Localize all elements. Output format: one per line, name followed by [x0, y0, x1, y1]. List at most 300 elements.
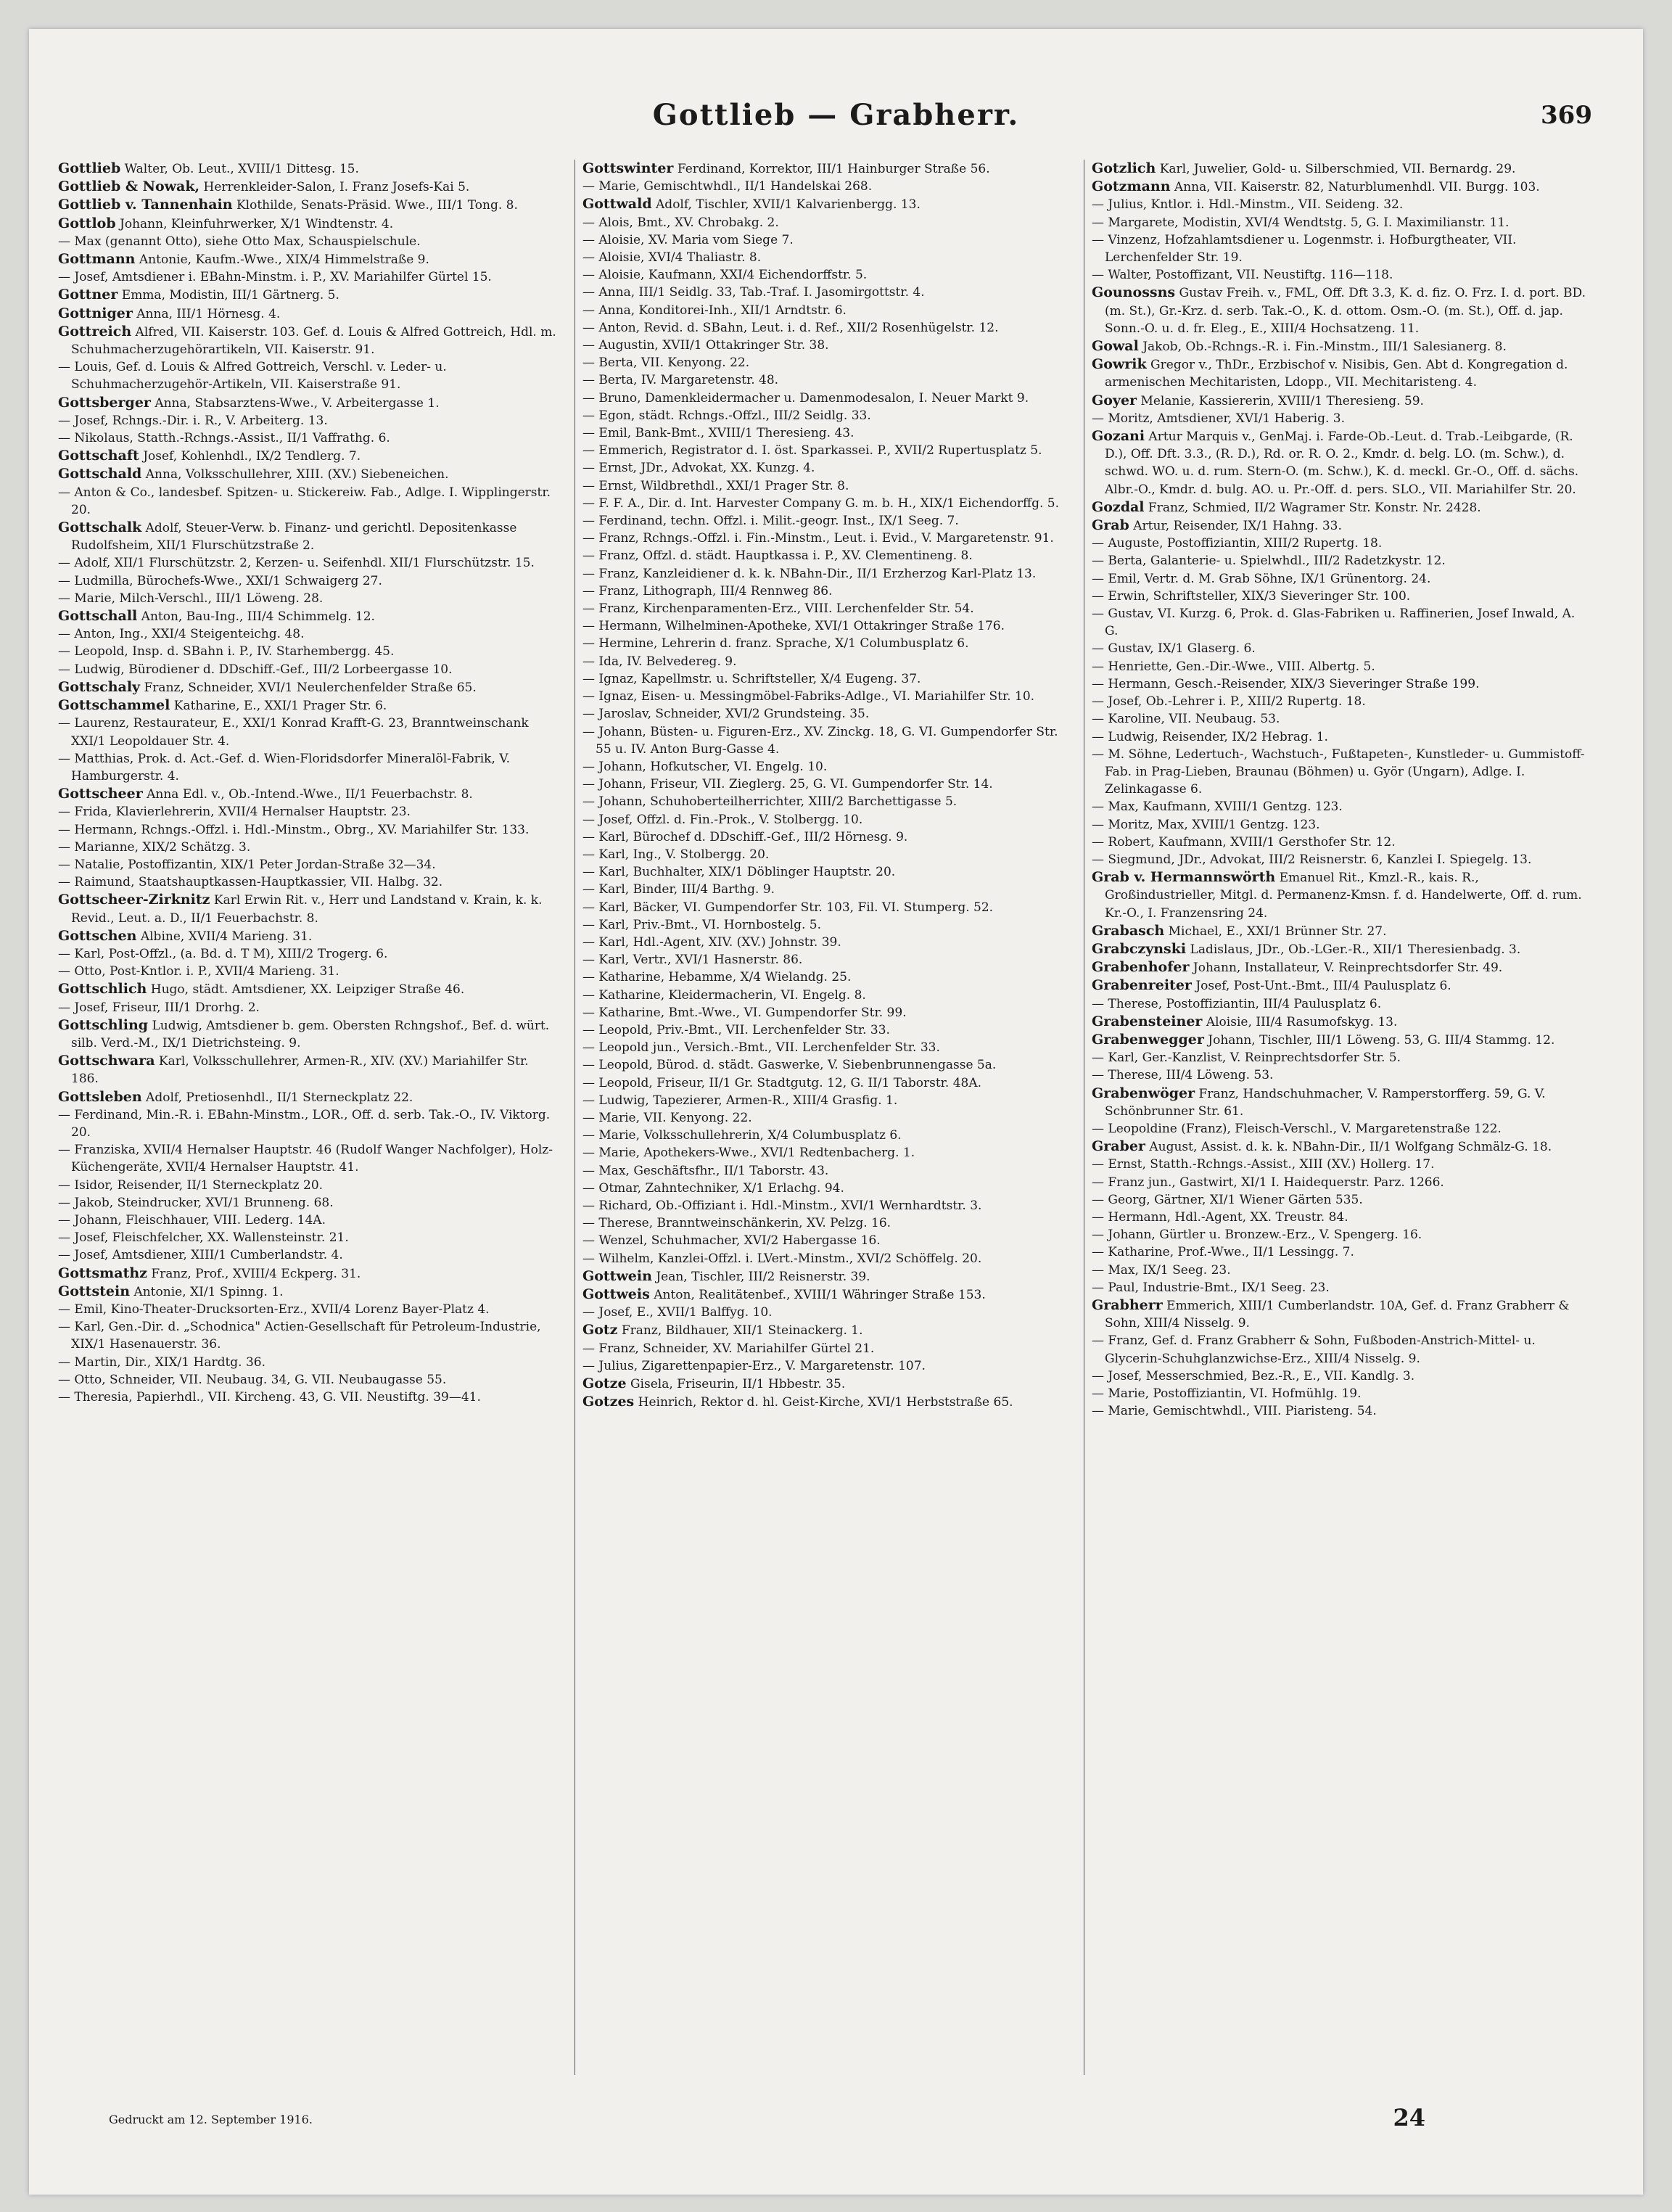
- entry-details: — Karl, Buchhalter, XIX/1 Döblinger Hauptstr. 20.: [582, 865, 896, 880]
- directory-entry: [582, 160, 1076, 178]
- sheet-number: 24: [1393, 2104, 1425, 2131]
- directory-entry: [58, 1318, 559, 1353]
- entry-details: Gregor v., ThDr., Erzbischof v. Nisibis, Gen. Abt d. Kongregation d. armenischen Mechitaristen, Ldopp., VII. Mechitaristeng. 4.: [1105, 358, 1568, 390]
- entry-details: — Max, IX/1 Seeg. 23.: [1092, 1262, 1231, 1278]
- directory-entry: [582, 178, 1076, 195]
- directory-entry: [58, 839, 559, 856]
- directory-entry: [58, 715, 559, 749]
- directory-entry: [582, 987, 1076, 1004]
- directory-entry: [1092, 1279, 1592, 1296]
- entry-details: — Wenzel, Schuhmacher, XVI/2 Habergasse 16.: [582, 1233, 881, 1249]
- directory-entry: [1092, 746, 1592, 799]
- directory-entry: [1092, 1262, 1592, 1279]
- entry-details: — Katharine, Bmt.-Wwe., VI. Gumpendorfer Str. 99.: [582, 1005, 907, 1020]
- entry-details: Ludwig, Amtsdiener b. gem. Obersten Rchngshof., Bef. d. würt. silb. Verd.-M., IX/1 Dietrichsteing. 9.: [71, 1018, 550, 1051]
- directory-entry: [582, 231, 1076, 249]
- entry-details: Anton, Realitätenbef., XVIII/1 Währinger Straße 153.: [649, 1288, 986, 1302]
- directory-entry: [582, 337, 1076, 354]
- entry-details: — Ignaz, Eisen- u. Messingmöbel-Fabriks-Adlge., VI. Mariahilfer Str. 10.: [582, 689, 1035, 704]
- directory-entry: [582, 705, 1076, 723]
- entry-details: Klothilde, Senats-Präsid. Wwe., III/1 Tong. 8.: [232, 198, 518, 213]
- entry-surname: Gottschling: [58, 1016, 149, 1033]
- entry-details: — Margarete, Modistin, XVI/4 Wendtstg. 5, G. I. Maximilianstr. 11.: [1092, 215, 1510, 230]
- directory-entry: [582, 407, 1076, 424]
- entry-details: — Anton, Ing., XXI/4 Steigenteichg. 48.: [58, 627, 305, 642]
- directory-entry: [58, 394, 559, 412]
- directory-entry: [582, 829, 1076, 846]
- directory-entry: [582, 617, 1076, 635]
- entry-surname: Gottwein: [582, 1267, 652, 1284]
- entry-details: Ladislaus, JDr., Ob.-LGer.-R., XII/1 Theresienbadg. 3.: [1186, 942, 1521, 957]
- entry-details: Melanie, Kassiererin, XVIII/1 Theresieng. 59.: [1137, 393, 1424, 408]
- directory-entry: [58, 286, 559, 304]
- directory-entry: [1092, 958, 1592, 977]
- directory-entry: [582, 934, 1076, 951]
- entry-details: — Ida, IV. Belvedereg. 9.: [582, 654, 737, 669]
- entry-surname: Gottschall: [58, 608, 138, 625]
- entry-details: Franz, Prof., XVIII/4 Eckperg. 31.: [147, 1266, 361, 1281]
- entry-details: — Ignaz, Kapellmstr. u. Schriftsteller, X/4 Eugeng. 37.: [582, 671, 921, 686]
- entry-details: — Max, Geschäftsfhr., II/1 Taborstr. 43.: [582, 1163, 829, 1178]
- page-header: [29, 98, 1643, 156]
- entry-details: — Karl, Gen.-Dir. d. „Schodnica" Actien-Gesellschaft für Petroleum-Industrie, XIX/1 Hasenauerstr. 36.: [58, 1320, 541, 1352]
- directory-entry: [58, 891, 559, 926]
- entry-details: — Raimund, Staatshauptkassen-Hauptkassier, VII. Halbg. 32.: [58, 875, 443, 890]
- entry-details: Franz, Handschuhmacher, V. Ramperstorfferg. 59, G. V. Schönbrunner Str. 61.: [1105, 1086, 1546, 1119]
- directory-entry: [1092, 1156, 1592, 1173]
- directory-entry: [1092, 1243, 1592, 1261]
- column-2: [575, 160, 1076, 2075]
- entry-details: — Leopold, Bürod. d. städt. Gaswerke, V. Siebenbrunnengasse 5a.: [582, 1058, 997, 1073]
- entry-details: — Berta, VII. Kenyong. 22.: [582, 355, 750, 371]
- entry-surname: Gottniger: [58, 305, 133, 321]
- entry-surname: Grabenwöger: [1092, 1085, 1195, 1101]
- entry-surname: Gozani: [1092, 428, 1145, 445]
- entry-details: — Bruno, Damenkleidermacher u. Damenmodesalon, I. Neuer Markt 9.: [582, 390, 1029, 406]
- entry-details: — Moritz, Amtsdiener, XVI/1 Haberig. 3.: [1092, 411, 1346, 426]
- entry-details: — Marianne, XIX/2 Schätzg. 3.: [58, 839, 251, 855]
- entry-details: Anna, Volksschullehrer, XIII. (XV.) Siebeneichen.: [141, 467, 449, 482]
- page-title: Gottlieb — Grabherr.: [652, 98, 1020, 132]
- entry-details: — Otto, Schneider, VII. Neubaug. 34, G. VII. Neubaugasse 55.: [58, 1372, 447, 1387]
- directory-entry: [58, 1194, 559, 1212]
- entry-details: — Erwin, Schriftsteller, XIX/3 Sieveringer Str. 100.: [1092, 588, 1411, 604]
- entry-surname: Gottmann: [58, 251, 136, 268]
- entry-surname: Graber: [1092, 1138, 1145, 1155]
- entry-surname: Gotzmann: [1092, 178, 1171, 195]
- page-number: 369: [1541, 101, 1592, 130]
- directory-entry: [582, 266, 1076, 284]
- directory-entry: [582, 776, 1076, 793]
- directory-entry: [1092, 410, 1592, 427]
- entry-details: — M. Söhne, Ledertuch-, Wachstuch-, Fußtapeten-, Kunstleder- u. Gummistoff-Fab. in Prag-Lieben, Braunau (Böhmen) u. Györ (Ungarn), Adlge. I. Zelinkagasse 6.: [1092, 747, 1585, 797]
- entry-details: August, Assist. d. k. k. NBahn-Dir., II/1 Wolfgang Schmälz-G. 18.: [1145, 1140, 1552, 1155]
- entry-details: Hugo, städt. Amtsdiener, XX. Leipziger Straße 46.: [147, 982, 465, 998]
- entry-surname: Gottschammel: [58, 697, 170, 714]
- entry-details: — Louis, Gef. d. Louis & Alfred Gottreich, Verschl. v. Leder- u. Schuhmacherzugehör-Artikeln, VII. Kaiserstraße 91.: [58, 360, 447, 392]
- directory-columns: [58, 160, 1618, 2075]
- entry-details: — Franziska, XVII/4 Hernalser Hauptstr. 46 (Rudolf Wanger Nachfolger), Holz-Küchengeräte, XVII/4 Hernalser Hauptstr. 41.: [58, 1143, 553, 1175]
- directory-entry: [582, 1180, 1076, 1197]
- directory-entry: [1092, 427, 1592, 498]
- entry-details: — Richard, Ob.-Offiziant i. Hdl.-Minstm., XVI/1 Wernhardtstr. 3.: [582, 1198, 982, 1213]
- directory-entry: [1092, 1296, 1592, 1332]
- directory-entry: [1092, 710, 1592, 728]
- entry-details: — Emil, Vertr. d. M. Grab Söhne, IX/1 Grünentorg. 24.: [1092, 571, 1431, 586]
- directory-entry: [582, 1056, 1076, 1074]
- directory-entry: [58, 465, 559, 483]
- entry-details: — Josef, Offzl. d. Fin.-Prok., V. Stolbergg. 10.: [582, 812, 863, 827]
- directory-entry: [58, 358, 559, 393]
- directory-entry: [1092, 851, 1592, 868]
- entry-details: Karl Erwin Rit. v., Herr und Landstand v. Krain, k. k. Revid., Leut. a. D., II/1 Feuerbachstr. 8.: [71, 893, 543, 926]
- entry-details: — Karl, Ing., V. Stolbergg. 20.: [582, 847, 770, 862]
- entry-details: — Josef, Friseur, III/1 Drorhg. 2.: [58, 1000, 260, 1015]
- entry-surname: Gottschwara: [58, 1053, 155, 1069]
- directory-entry: [58, 1229, 559, 1246]
- entry-details: — Therese, III/4 Löweng. 53.: [1092, 1068, 1274, 1083]
- directory-entry: [58, 1016, 559, 1052]
- directory-entry: [58, 1283, 559, 1301]
- entry-details: — Julius, Zigarettenpapier-Erz., V. Margaretenstr. 107.: [582, 1358, 926, 1373]
- entry-details: — Josef, Fleischfelcher, XX. Wallensteinstr. 21.: [58, 1230, 349, 1246]
- entry-details: — Ludmilla, Bürochefs-Wwe., XXI/1 Schwaigerg 27.: [58, 573, 382, 588]
- directory-entry: [582, 653, 1076, 670]
- directory-entry: [58, 1371, 559, 1389]
- directory-entry: [1092, 284, 1592, 337]
- directory-entry: [1092, 1049, 1592, 1066]
- entry-details: — Theresia, Papierhdl., VII. Kircheng. 43, G. VII. Neustiftg. 39—41.: [58, 1390, 481, 1405]
- directory-entry: [1092, 214, 1592, 231]
- directory-entry: [582, 1162, 1076, 1180]
- directory-entry: [582, 547, 1076, 564]
- entry-details: — Therese, Postoffiziantin, III/4 Paulusplatz 6.: [1092, 996, 1382, 1011]
- print-date: Gedruckt am 12. September 1916.: [109, 2113, 313, 2126]
- directory-entry: [1092, 1066, 1592, 1084]
- directory-entry: [582, 1214, 1076, 1232]
- entry-details: — Johann, Hofkutscher, VI. Engelg. 10.: [582, 759, 828, 774]
- directory-entry: [58, 1389, 559, 1406]
- entry-details: — Ferdinand, techn. Offzl. i. Milit.-geogr. Inst., IX/1 Seeg. 7.: [582, 514, 959, 529]
- directory-entry: [1092, 337, 1592, 355]
- directory-entry: [582, 811, 1076, 829]
- directory-entry: [582, 495, 1076, 512]
- entry-details: — Jakob, Steindrucker, XVI/1 Brunneng. 68.: [58, 1195, 334, 1210]
- entry-details: — Franz, Kanzleidiener d. k. k. NBahn-Dir., II/1 Erzherzog Karl-Platz 13.: [582, 566, 1037, 581]
- entry-details: — Alois, Bmt., XV. Chrobakg. 2.: [582, 215, 779, 230]
- directory-entry: [58, 572, 559, 590]
- directory-entry: [1092, 1209, 1592, 1226]
- directory-entry: [1092, 658, 1592, 675]
- entry-surname: Gottscheer-Zirknitz: [58, 892, 210, 908]
- directory-entry: [582, 1039, 1076, 1056]
- directory-entry: [582, 1357, 1076, 1375]
- directory-entry: [58, 196, 559, 214]
- entry-details: — Marie, VII. Kenyong. 22.: [582, 1110, 752, 1125]
- directory-entry: [58, 803, 559, 821]
- directory-entry: [1092, 1332, 1592, 1367]
- entry-details: — Gustav, VI. Kurzg. 6, Prok. d. Glas-Fabriken u. Raffinerien, Josef Inwald, A. G.: [1092, 607, 1576, 639]
- entry-details: — Georg, Gärtner, XI/1 Wiener Gärten 535.: [1092, 1192, 1363, 1207]
- directory-entry: [582, 1286, 1076, 1304]
- directory-entry: [1092, 1031, 1592, 1049]
- entry-surname: Gottschaly: [58, 678, 141, 695]
- entry-details: — Paul, Industrie-Bmt., IX/1 Seeg. 23.: [1092, 1280, 1330, 1295]
- directory-entry: [58, 412, 559, 429]
- directory-entry: [582, 530, 1076, 547]
- entry-details: — Katharine, Hebamme, X/4 Wielandg. 25.: [582, 970, 852, 985]
- entry-surname: Gottlob: [58, 215, 116, 231]
- entry-details: — Aloisie, XVI/4 Thaliastr. 8.: [582, 250, 762, 266]
- entry-details: — Ferdinand, Min.-R. i. EBahn-Minstm., LOR., Off. d. serb. Tak.-O., IV. Viktorg. 20.: [58, 1107, 551, 1140]
- entry-details: Ferdinand, Korrektor, III/1 Hainburger Straße 56.: [673, 162, 990, 176]
- entry-details: — Leopold, Insp. d. SBahn i. P., IV. Starhembergg. 45.: [58, 644, 395, 659]
- entry-surname: Gotzes: [582, 1394, 635, 1410]
- directory-entry: [58, 1106, 559, 1141]
- directory-entry: [58, 305, 559, 323]
- entry-details: — Johann, Fleischhauer, VIII. Lederg. 14A.: [58, 1212, 326, 1228]
- directory-entry: [58, 821, 559, 839]
- entry-details: — Karl, Vertr., XVI/1 Hasnerstr. 86.: [582, 953, 803, 968]
- directory-entry: [582, 846, 1076, 863]
- entry-surname: Gottschaft: [58, 448, 139, 464]
- directory-entry: [58, 1052, 559, 1088]
- entry-details: Anna, III/1 Hörnesg. 4.: [132, 306, 281, 321]
- directory-entry: [582, 758, 1076, 776]
- entry-details: — Augustin, XVII/1 Ottakringer Str. 38.: [582, 338, 829, 353]
- entry-details: — Karl, Bürochef d. DDschiff.-Gef., III/2 Hörnesg. 9.: [582, 829, 908, 844]
- directory-entry: [58, 963, 559, 980]
- directory-entry: [1092, 535, 1592, 552]
- entry-details: — Marie, Volksschullehrerin, X/4 Columbusplatz 6.: [582, 1128, 902, 1143]
- entry-details: Karl, Juwelier, Gold- u. Silberschmied, VII. Bernardg. 29.: [1156, 162, 1516, 176]
- entry-details: — Berta, IV. Margaretenstr. 48.: [582, 373, 779, 388]
- entry-details: — Henriette, Gen.-Dir.-Wwe., VIII. Albertg. 5.: [1092, 659, 1375, 674]
- directory-entry: [58, 643, 559, 660]
- entry-details: — Leopold jun., Versich.-Bmt., VII. Lerchenfelder Str. 33.: [582, 1040, 940, 1056]
- directory-entry: [58, 980, 559, 998]
- page-footer: [29, 2104, 1643, 2147]
- directory-entry: [58, 250, 559, 268]
- directory-entry: [1092, 1085, 1592, 1120]
- directory-entry: [58, 233, 559, 250]
- directory-entry: [582, 390, 1076, 407]
- entry-details: — Julius, Kntlor. i. Hdl.-Minstm., VII. Seideng. 32.: [1092, 197, 1404, 213]
- entry-surname: Grabherr: [1092, 1297, 1163, 1313]
- directory-entry: [582, 1197, 1076, 1214]
- directory-entry: [58, 323, 559, 358]
- directory-entry: [58, 554, 559, 572]
- entry-details: — Marie, Gemischtwhdl., VIII. Piaristeng. 54.: [1092, 1404, 1377, 1419]
- directory-entry: [58, 678, 559, 696]
- directory-entry: [582, 195, 1076, 213]
- directory-entry: [582, 249, 1076, 266]
- directory-entry: [58, 856, 559, 873]
- directory-entry: [58, 750, 559, 785]
- directory-entry: [1092, 266, 1592, 284]
- directory-entry: [1092, 1120, 1592, 1138]
- directory-entry: [582, 1074, 1076, 1092]
- directory-entry: [582, 1340, 1076, 1357]
- directory-entry: [58, 661, 559, 678]
- entry-details: — Leopold, Priv.-Bmt., VII. Lerchenfelder Str. 33.: [582, 1022, 890, 1037]
- entry-details: Johann, Tischler, III/1 Löweng. 53, G. III/4 Stammg. 12.: [1203, 1032, 1555, 1048]
- directory-entry: [1092, 816, 1592, 834]
- entry-details: — Jaroslav, Schneider, XVI/2 Grundsteing. 35.: [582, 707, 870, 722]
- directory-entry: [582, 688, 1076, 705]
- entry-details: — Johann, Friseur, VII. Zieglerg. 25, G. VI. Gumpendorfer Str. 14.: [582, 777, 993, 792]
- entry-details: — Karl, Binder, III/4 Barthg. 9.: [582, 882, 775, 897]
- directory-entry: [1092, 922, 1592, 940]
- entry-details: Anton, Bau-Ing., III/4 Schimmelg. 12.: [137, 609, 375, 625]
- entry-details: — Hermann, Rchngs.-Offzl. i. Hdl.-Minstm., Obrg., XV. Mariahilfer Str. 133.: [58, 822, 530, 837]
- directory-entry: [582, 881, 1076, 898]
- directory-entry: [58, 268, 559, 286]
- entry-details: — Ernst, JDr., Advokat, XX. Kunzg. 4.: [582, 461, 815, 476]
- directory-entry: [582, 1250, 1076, 1267]
- entry-details: — Aloisie, Kaufmann, XXI/4 Eichendorffstr. 5.: [582, 268, 868, 283]
- entry-details: — Johann, Gürtler u. Bronzew.-Erz., V. Spengerg. 16.: [1092, 1228, 1422, 1243]
- entry-details: Emmerich, XIII/1 Cumberlandstr. 10A, Gef. d. Franz Grabherr & Sohn, XIII/4 Nisselg. 9.: [1105, 1299, 1570, 1331]
- directory-entry: [58, 215, 559, 233]
- entry-surname: Grab v. Hermannswörth: [1092, 869, 1276, 886]
- directory-entry: [1092, 798, 1592, 815]
- directory-entry: [58, 785, 559, 803]
- directory-entry: [58, 590, 559, 607]
- entry-details: — Hermann, Hdl.-Agent, XX. Treustr. 84.: [1092, 1209, 1348, 1225]
- entry-details: — Otto, Post-Kntlor. i. P., XVII/4 Marieng. 31.: [58, 964, 339, 979]
- entry-details: — Robert, Kaufmann, XVIII/1 Gersthofer Str. 12.: [1092, 834, 1396, 850]
- entry-surname: Gotz: [582, 1322, 618, 1339]
- entry-details: — Marie, Postoffiziantin, VI. Hofmühlg. 19.: [1092, 1386, 1362, 1402]
- directory-entry: [582, 793, 1076, 810]
- entry-details: — Emmerich, Registrator d. I. öst. Sparkassei. P., XVII/2 Rupertusplatz 5.: [582, 443, 1042, 459]
- entry-details: Emma, Modistin, III/1 Gärtnerg. 5.: [118, 288, 339, 303]
- entry-details: Johann, Kleinfuhrwerker, X/1 Windtenstr. 4.: [115, 216, 394, 231]
- entry-surname: Gowal: [1092, 338, 1139, 355]
- entry-details: — Karl, Bäcker, VI. Gumpendorfer Str. 103, Fil. VI. Stumperg. 52.: [582, 900, 994, 915]
- entry-details: Aloisie, III/4 Rasumofskyg. 13.: [1202, 1014, 1398, 1029]
- entry-details: Anna, Stabsarztens-Wwe., V. Arbeitergasse 1.: [150, 395, 440, 411]
- entry-surname: Goyer: [1092, 392, 1137, 408]
- directory-entry: [582, 1304, 1076, 1321]
- directory-entry: [1092, 160, 1592, 178]
- entry-details: — Franz, Schneider, XV. Mariahilfer Gürtel 21.: [582, 1341, 875, 1356]
- entry-details: — Johann, Büsten- u. Figuren-Erz., XV. Zinckg. 18, G. VI. Gumpendorfer Str. 55 u. IV. Anton Burg-Gasse 4.: [582, 724, 1058, 757]
- entry-details: — Auguste, Postoffiziantin, XIII/2 Rupertg. 18.: [1092, 536, 1383, 551]
- entry-details: — Leopold, Friseur, II/1 Gr. Stadtgutg. 12, G. II/1 Taborstr. 48A.: [582, 1075, 982, 1090]
- directory-entry: [58, 1141, 559, 1176]
- entry-details: — Anna, III/1 Seidlg. 33, Tab.-Traf. I. Jasomirgottstr. 4.: [582, 285, 925, 300]
- entry-details: — Franz, Gef. d. Franz Grabherr & Sohn, Fußboden-Anstrich-Mittel- u. Glycerin-Schuhglanzwichse-Erz., XIII/4 Nisselg. 9.: [1092, 1333, 1536, 1366]
- entry-surname: Gottschald: [58, 466, 142, 482]
- directory-entry: [1092, 517, 1592, 535]
- entry-details: — Ernst, Wildbrethdl., XXI/1 Prager Str. 8.: [582, 478, 849, 493]
- directory-entry: [1092, 570, 1592, 588]
- entry-surname: Gottsberger: [58, 394, 151, 411]
- entry-details: — Isidor, Reisender, II/1 Sterneckplatz 20.: [58, 1177, 324, 1193]
- entry-details: — Natalie, Postoffizantin, XIX/1 Peter Jordan-Straße 32—34.: [58, 857, 436, 872]
- directory-entry: [582, 1393, 1076, 1411]
- entry-details: Alfred, VII. Kaiserstr. 103. Gef. d. Louis & Alfred Gottreich, Hdl. m. Schuhmacherzugehörartikeln, VII. Kaiserstr. 91.: [71, 324, 556, 358]
- entry-details: Anna, VII. Kaiserstr. 82, Naturblumenhdl. VII. Burgg. 103.: [1170, 180, 1540, 195]
- directory-entry: [1092, 1191, 1592, 1209]
- entry-details: — Emil, Kino-Theater-Drucksorten-Erz., XVII/4 Lorenz Bayer-Platz 4.: [58, 1302, 490, 1317]
- directory-entry: [1092, 231, 1592, 266]
- entry-details: — Josef, Rchngs.-Dir. i. R., V. Arbeiterg. 13.: [58, 413, 328, 428]
- entry-details: — Karl, Ger.-Kanzlist, V. Reinprechtsdorfer Str. 5.: [1092, 1051, 1401, 1066]
- directory-entry: [58, 1354, 559, 1371]
- directory-entry: [582, 1109, 1076, 1127]
- entry-details: Adolf, Steuer-Verw. b. Finanz- und gerichtl. Depositenkasse Rudolfsheim, XII/1 Flurschützstraße 2.: [71, 521, 517, 554]
- directory-entry: [582, 1232, 1076, 1249]
- directory-entry: [58, 178, 559, 196]
- entry-surname: Gottlieb & Nowak,: [58, 178, 200, 195]
- entry-details: — Otmar, Zahntechniker, X/1 Erlachg. 94.: [582, 1180, 844, 1196]
- entry-details: — Franz, Rchngs.-Offzl. i. Fin.-Minstm., Leut. i. Evid., V. Margaretenstr. 91.: [582, 531, 1054, 546]
- directory-entry: [58, 429, 559, 447]
- directory-entry: [1092, 588, 1592, 605]
- entry-details: — Hermann, Wilhelminen-Apotheke, XVI/1 Ottakringer Straße 176.: [582, 619, 1005, 634]
- directory-entry: [1092, 1226, 1592, 1243]
- entry-details: Albine, XVII/4 Marieng. 31.: [136, 929, 313, 944]
- directory-entry: [1092, 1385, 1592, 1402]
- entry-details: Artur, Reisender, IX/1 Hahng. 33.: [1129, 519, 1342, 534]
- entry-details: — Ludwig, Reisender, IX/2 Hebrag. 1.: [1092, 729, 1328, 744]
- entry-details: — Anton & Co., landesbef. Spitzen- u. Stickereiw. Fab., Adlge. I. Wipplingerstr. 20.: [58, 485, 551, 517]
- entry-details: — Egon, städt. Rchngs.-Offzl., III/2 Seidlg. 33.: [582, 408, 871, 423]
- directory-entry: [1092, 196, 1592, 213]
- entry-details: — Karoline, VII. Neubaug. 53.: [1092, 712, 1280, 727]
- entry-surname: Grabczynski: [1092, 940, 1187, 957]
- entry-details: — Franz, Kirchenparamenten-Erz., VIII. Lerchenfelder Str. 54.: [582, 601, 974, 617]
- entry-surname: Grabasch: [1092, 922, 1165, 939]
- directory-entry: [582, 424, 1076, 442]
- directory-entry: [58, 1088, 559, 1106]
- entry-surname: Gottschlich: [58, 981, 147, 998]
- directory-entry: [1092, 977, 1592, 995]
- entry-details: Josef, Kohlenhdl., IX/2 Tendlerg. 7.: [139, 449, 361, 464]
- entry-surname: Gottswinter: [582, 160, 674, 176]
- entry-surname: Gotze: [582, 1376, 627, 1392]
- directory-entry: [58, 484, 559, 519]
- directory-entry: [58, 625, 559, 643]
- entry-details: — Gustav, IX/1 Glaserg. 6.: [1092, 641, 1256, 657]
- directory-entry: [582, 863, 1076, 881]
- entry-details: — Adolf, XII/1 Flurschützstr. 2, Kerzen- u. Seifenhdl. XII/1 Flurschützstr. 15.: [58, 556, 535, 571]
- entry-details: — Siegmund, JDr., Advokat, III/2 Reisnerstr. 6, Kanzlei I. Spiegelg. 13.: [1092, 852, 1532, 867]
- entry-details: — Marie, Milch-Verschl., III/1 Löweng. 28.: [58, 591, 324, 606]
- entry-surname: Gottlieb: [58, 160, 121, 176]
- entry-details: Katharine, E., XXI/1 Prager Str. 6.: [170, 699, 387, 714]
- entry-surname: Gowrik: [1092, 356, 1147, 373]
- directory-entry: [58, 873, 559, 891]
- directory-entry: [582, 302, 1076, 319]
- directory-entry: [58, 1177, 559, 1194]
- entry-surname: Gottreich: [58, 323, 132, 340]
- directory-page: [29, 29, 1643, 2195]
- entry-details: — Matthias, Prok. d. Act.-Gef. d. Wien-Floridsdorfer Mineralöl-Fabrik, V. Hamburgerstr. 4.: [58, 751, 510, 784]
- directory-entry: [582, 899, 1076, 916]
- directory-entry: [1092, 178, 1592, 196]
- entry-details: — Martin, Dir., XIX/1 Hardtg. 36.: [58, 1354, 266, 1370]
- entry-details: — Laurenz, Restaurateur, E., XXI/1 Konrad Krafft-G. 23, Branntweinschank XXI/1 Leopoldauer Str. 4.: [58, 716, 529, 749]
- entry-details: Walter, Ob. Leut., XVIII/1 Dittesg. 15.: [120, 162, 359, 176]
- directory-entry: [582, 442, 1076, 459]
- entry-details: — Franz, Lithograph, III/4 Rennweg 86.: [582, 583, 833, 599]
- directory-entry: [58, 519, 559, 554]
- entry-details: — Josef, E., XVII/1 Balffyg. 10.: [582, 1305, 773, 1320]
